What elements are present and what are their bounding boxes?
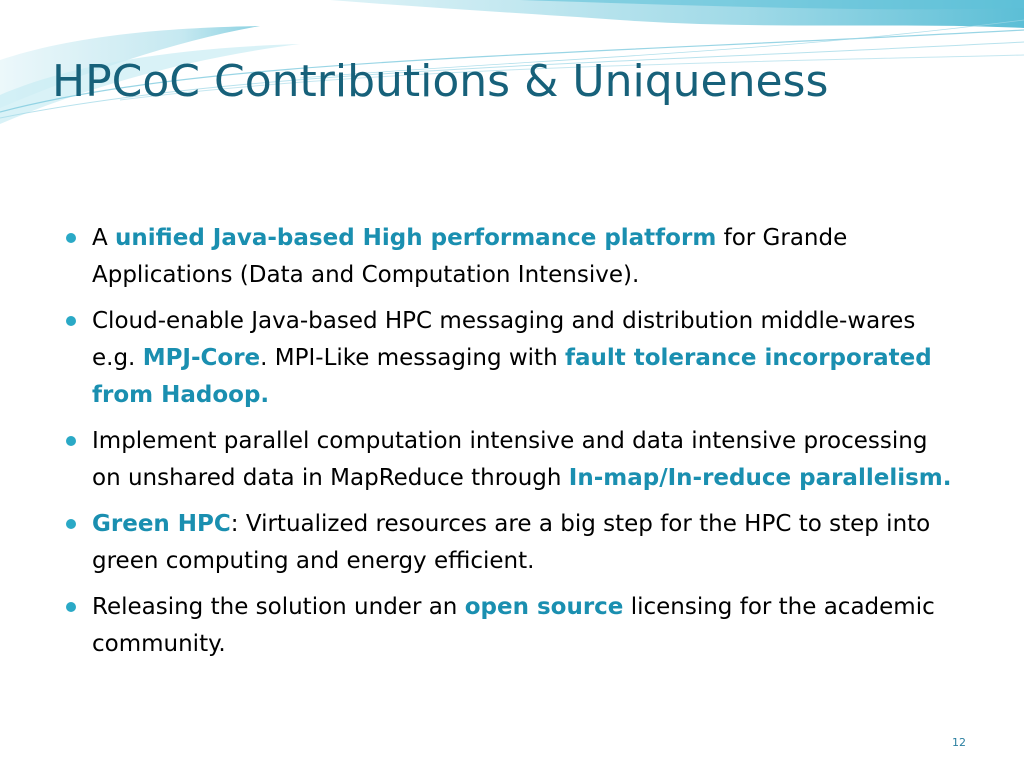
bullet-dot-icon	[66, 316, 76, 326]
page-number: 12	[952, 736, 966, 749]
bullet-text	[92, 428, 951, 491]
highlight-term: Green HPC	[92, 511, 231, 537]
highlight-term: MPJ-Core	[142, 345, 261, 371]
bullet-item	[60, 220, 960, 294]
bullet-text-segment: for Grande Applications (Data and Computation Intensive).	[92, 225, 848, 288]
highlight-term: unified Java-based High performance platform	[115, 225, 717, 251]
bullet-text	[92, 308, 932, 408]
bullet-item	[60, 423, 960, 497]
bullet-text	[92, 225, 847, 288]
highlight-term: fault tolerance incorporated from Hadoop.	[92, 345, 932, 408]
highlight-term: open source	[464, 594, 624, 620]
bullet-list	[60, 220, 960, 672]
bullet-text-segment: Cloud-enable Java-based HPC messaging and distribution middle-wares e.g.	[92, 308, 916, 371]
bullet-dot-icon	[66, 602, 76, 612]
bullet-text-segment: . MPI-Like messaging with	[260, 345, 565, 371]
bullet-text	[92, 594, 935, 657]
highlight-term: In-map/In-reduce parallelism.	[568, 465, 952, 491]
bullet-item	[60, 506, 960, 580]
bullet-text	[92, 511, 930, 574]
bullet-item	[60, 303, 960, 414]
bullet-item	[60, 589, 960, 663]
bullet-text-segment: Releasing the solution under an	[92, 594, 465, 620]
bullet-text-segment: : Virtualized resources are a big step for the HPC to step into green computing and energy efficient.	[92, 511, 931, 574]
bullet-text-segment: Implement parallel computation intensive and data intensive processing on unshared data in MapReduce through	[92, 428, 928, 491]
bullet-dot-icon	[66, 436, 76, 446]
bullet-dot-icon	[66, 519, 76, 529]
bullet-text-segment: A	[92, 225, 116, 251]
bullet-dot-icon	[66, 233, 76, 243]
bullet-text-segment: licensing for the academic community.	[92, 594, 935, 657]
slide-title: HPCoC Contributions & Uniqueness	[52, 56, 829, 107]
